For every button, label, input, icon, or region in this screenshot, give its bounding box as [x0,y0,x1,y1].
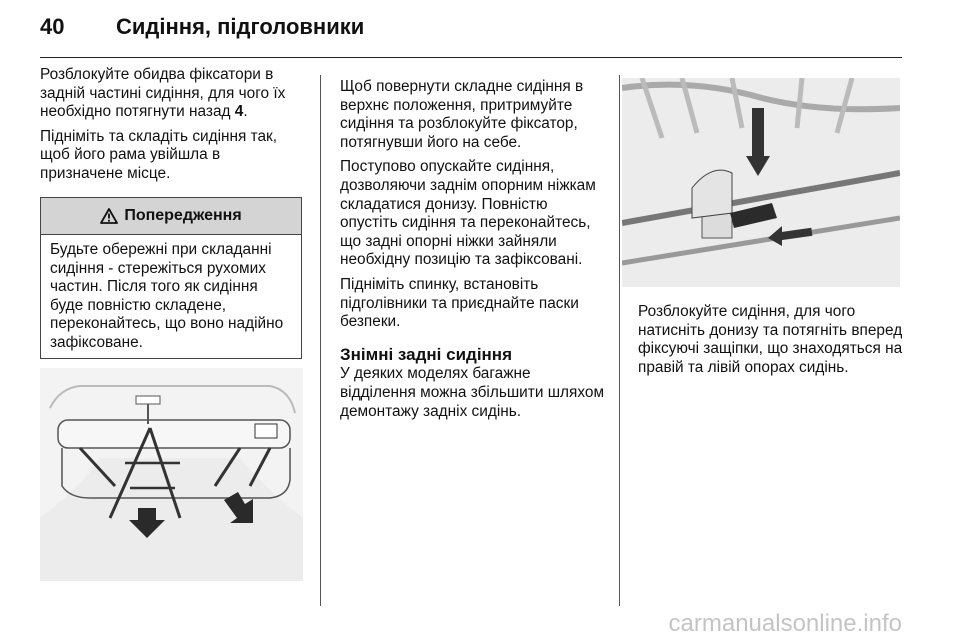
seat-latch-illustration [622,78,900,287]
warning-title: Попередження [124,207,242,224]
warning-text: Будьте обережні при складанні сидіння - стережіться рухомих частин. Після того як сидіння буде повністю складене, переконайтесь, що воно надійно зафіксоване. [50,241,284,351]
page-reference: 4 [234,103,244,121]
warning-triangle-icon [100,208,118,224]
column-3 [638,303,904,383]
header-rule [40,57,902,58]
paragraph: Підніміть спинку, встановіть підголівники та приєднайте паски безпеки. [340,275,579,331]
column-2 [340,78,606,427]
paragraph: Щоб повернути складне сидіння в верхнє положення, притримуйте сидіння та розблокуйте фіксатор, потягнувши його на себе. [340,78,584,151]
section-heading: Знімні задні сидіння [340,344,512,364]
warning-box [40,197,302,359]
paragraph: Розблокуйте обидва фіксатори в задній частині сидіння, для чого їх необхідно потягнути назад 4. [40,66,286,121]
warning-header [41,198,301,235]
page-number: 40 [40,14,65,39]
column-1 [40,66,304,190]
page-title: Сидіння, підголовники [116,14,365,39]
column-divider [619,75,620,606]
page-header [40,14,364,40]
column-divider [320,75,321,606]
paragraph: Поступово опускайте сидіння, дозволяючи заднім опорним ніжкам складатися донизу. Повністю опустіть сидіння та переконайтесь, що задні опорні ніжки зайняли необхідну позицію та зафіксовані. [340,158,596,269]
paragraph: У деяких моделях багажне відділення можна збільшити шляхом демонтажу задніх сидінь. [340,365,605,420]
paragraph: Розблокуйте сидіння, для чого натисніть донизу та потягніть вперед фіксуючі защіпки, що знаходяться на правій та лівій опорах сидінь. [638,303,903,376]
watermark: carmanualsonline.info [668,610,902,637]
paragraph: Підніміть та складіть сидіння так, щоб його рама увійшла в призначене місце. [40,127,278,182]
seat-folding-illustration [40,368,303,581]
